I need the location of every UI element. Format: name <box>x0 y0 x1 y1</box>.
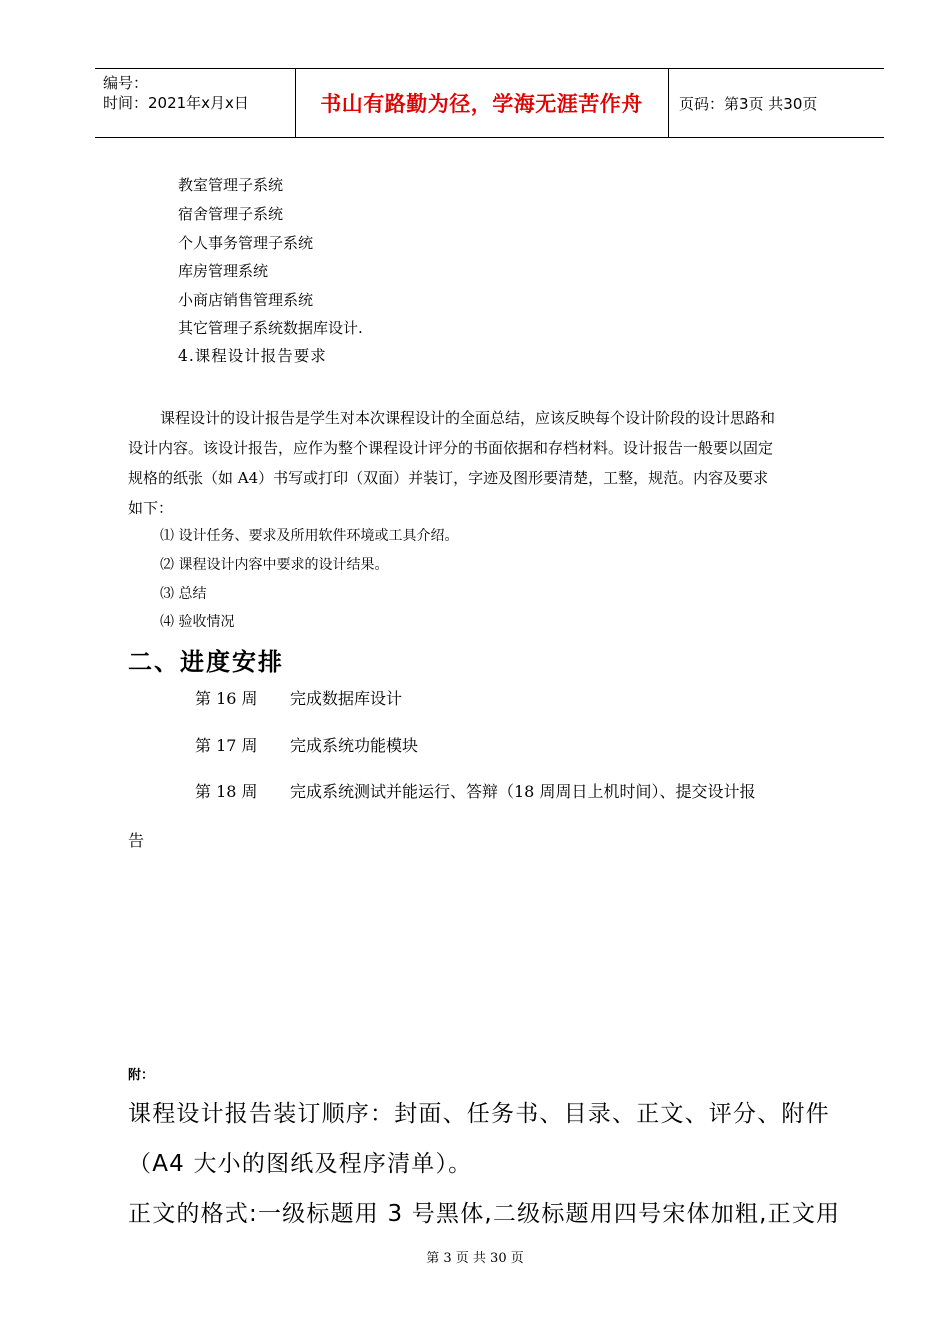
schedule-task: 完成数据库设计 <box>290 689 403 708</box>
appendix-line: 正文的格式:一级标题用 3 号黑体,二级标题用四号宋体加粗,正文用 <box>128 1201 841 1227</box>
schedule-week: 第 17 周 <box>195 736 258 755</box>
list-item: 宿舍管理子系统 <box>178 205 284 223</box>
paragraph-line: 设计内容。该设计报告，应作为整个课程设计评分的书面依据和存档材料。设计报告一般要以固定 <box>128 439 774 457</box>
list-item: 小商店销售管理系统 <box>178 291 314 309</box>
header-motto-cell <box>295 69 669 137</box>
paragraph-line: 课程设计的设计报告是学生对本次课程设计的全面总结，应该反映每个设计阶段的设计思路和 <box>160 409 776 427</box>
paragraph-line: 如下： <box>128 499 174 517</box>
list-item: 教室管理子系统 <box>178 176 284 194</box>
report-paragraph <box>128 403 854 523</box>
list-item: 其它管理子系统数据库设计. <box>178 319 363 337</box>
list-item: 个人事务管理子系统 <box>178 234 314 252</box>
motto-text: 书山有路勤为径，学海无涯苦作舟 <box>320 92 643 116</box>
schedule-wrap: 告 <box>128 831 145 850</box>
page-header <box>95 68 884 138</box>
list-item: 库房管理系统 <box>178 262 269 280</box>
number-label: 编号： <box>103 74 149 92</box>
requirement-item: ⑷ 验收情况 <box>160 614 235 630</box>
time-label: 时间：2021年x月x日 <box>103 94 249 112</box>
section-heading: 4.课程设计报告要求 <box>178 347 327 365</box>
paragraph-line: 规格的纸张（如 A4）书写或打印（双面）并装订，字迹及图形要清楚，工整，规范。内容及要求 <box>128 469 769 487</box>
header-meta-cell <box>95 69 296 137</box>
schedule-task: 完成系统功能模块 <box>290 736 419 755</box>
section-heading: 二、进度安排 <box>128 648 284 676</box>
page-info: 页码：第3页 共30页 <box>679 94 818 113</box>
appendix-line: （A4 大小的图纸及程序清单）。 <box>128 1151 473 1177</box>
appendix-line: 课程设计报告装订顺序：封面、任务书、目录、正文、评分、附件 <box>128 1101 830 1127</box>
schedule-week: 第 16 周 <box>195 689 258 708</box>
requirement-item: ⑴ 设计任务、要求及所用软件环境或工具介绍。 <box>160 528 459 544</box>
page-footer: 第 3 页 共 30 页 <box>426 1251 524 1266</box>
schedule-week: 第 18 周 <box>195 782 258 801</box>
header-page-cell <box>669 69 884 137</box>
requirement-item: ⑵ 课程设计内容中要求的设计结果。 <box>160 557 389 573</box>
appendix-label: 附： <box>128 1068 155 1083</box>
schedule-task: 完成系统测试并能运行、答辩（18 周周日上机时间）、提交设计报 <box>290 782 756 801</box>
requirement-item: ⑶ 总结 <box>160 586 207 602</box>
